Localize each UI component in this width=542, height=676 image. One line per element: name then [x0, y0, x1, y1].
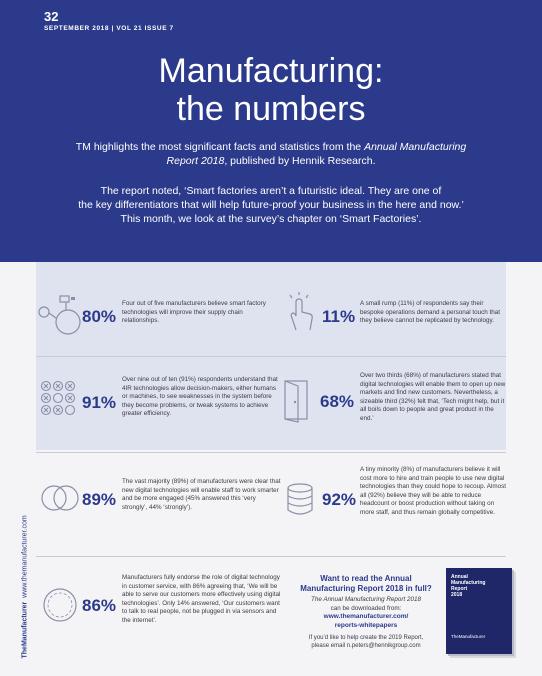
header-banner [0, 0, 542, 262]
page-number: 32 [44, 9, 59, 24]
stat-description: Over two thirds (68%) of manufacturers stated that digital technologies will enable them to open up new markets and find new customers. Nevertheless, a sizeable third (32%) felt that, ‘Tech might help, but it all boils down to people and great product in the end.’ [360, 372, 506, 422]
stat-percentage: 89% [82, 490, 117, 509]
stat-description: Manufacturers fully endorse the role of digital technology in customer service, with 86% agreeing that, ‘We will be able to serve our customers more effectively using digital technologies’. Only 14% answered, ‘Our customers want to talk to real people, not be plugged in via sensors and the internet’. [122, 574, 281, 624]
touch-hand-icon [282, 290, 318, 336]
brand-name: TheManufacturer [21, 601, 29, 659]
stat-description: Four out of five manufacturers believe smart factory technologies will improve their supply chain relationships. [122, 300, 266, 325]
row-divider [36, 356, 506, 357]
overlapping-circles-icon [40, 478, 80, 518]
gear-circle-icon [40, 584, 80, 626]
row-divider [36, 556, 506, 557]
report-download-link[interactable]: www.themanufacturer.com/ reports-whitepapers [323, 613, 409, 629]
issue-line: SEPTEMBER 2018 | VOL 21 ISSUE 7 [44, 25, 174, 32]
stat-percentage: 68% [320, 392, 355, 411]
network-nodes-icon [36, 292, 82, 342]
row-divider [36, 452, 506, 453]
open-door-icon [282, 378, 314, 424]
stat-percentage: 92% [322, 490, 357, 509]
stat-description: A tiny minority (8%) of manufacturers believe it will cost more to hire and train people to use new digital technologies than they could hope to recoup. Almost all (92%) believe they will be able to reduce headcount or boost production without taking on more staff, and thus remain globally competitive. [360, 466, 506, 516]
sidebar-branding [10, 515, 30, 670]
stat-description: The vast majority (89%) of manufacturers were clear that new digital technologies will enable staff to work smarter and be more engaged (45% answered this ‘very strongly’, 44% ‘strongly’). [122, 478, 281, 511]
stat-percentage: 80% [82, 307, 117, 326]
contact-note: If you’d like to help create the 2019 Report, please email n.peters@hennikgroup.com [308, 635, 424, 649]
grid-circles-icon [40, 380, 80, 418]
stat-percentage: 11% [322, 307, 356, 326]
stat-description: A small rump (11%) of respondents say their bespoke operations demand a personal touch that they believe cannot be replicated by technology. [360, 300, 501, 325]
stat-percentage: 91% [82, 393, 117, 412]
intro-paragraph: TM highlights the most significant facts and statistics from the Annual Manufacturing Report 2018, published by Hennik Research. [75, 141, 467, 167]
stat-percentage: 86% [82, 596, 117, 615]
page-title: Manufacturing: the numbers [158, 52, 384, 128]
report-note: The report noted, ‘Smart factories aren’t a futuristic ideal. They are one of the key differentiators that will help future-proof your business in the here and now.’ This month, we look at the survey’s chapter on ‘Smart Factories’. [78, 185, 464, 225]
report-promo: Want to read the Annual Manufacturing Report 2018 in full? The Annual Manufacturing Report 2018 can be downloaded from: www.themanufacturer.com/ reports-whitepapers If you’d like to help create the 2019 Report, please email n.peters@hennikgroup.com [276, 574, 456, 650]
brand-url: www.themanufacturer.com [21, 515, 29, 598]
stat-description: Over nine out of ten (91%) respondents understand that 4IR technologies allow decision-makers, either humans or machines, to see weaknesses in the system before they become problems, or tweak systems to achieve greater efficiency. [122, 376, 278, 418]
coin-stack-icon [282, 480, 318, 520]
report-cover-image: Annual Manufacturing Report 2018 TheManufacturer [446, 568, 512, 654]
